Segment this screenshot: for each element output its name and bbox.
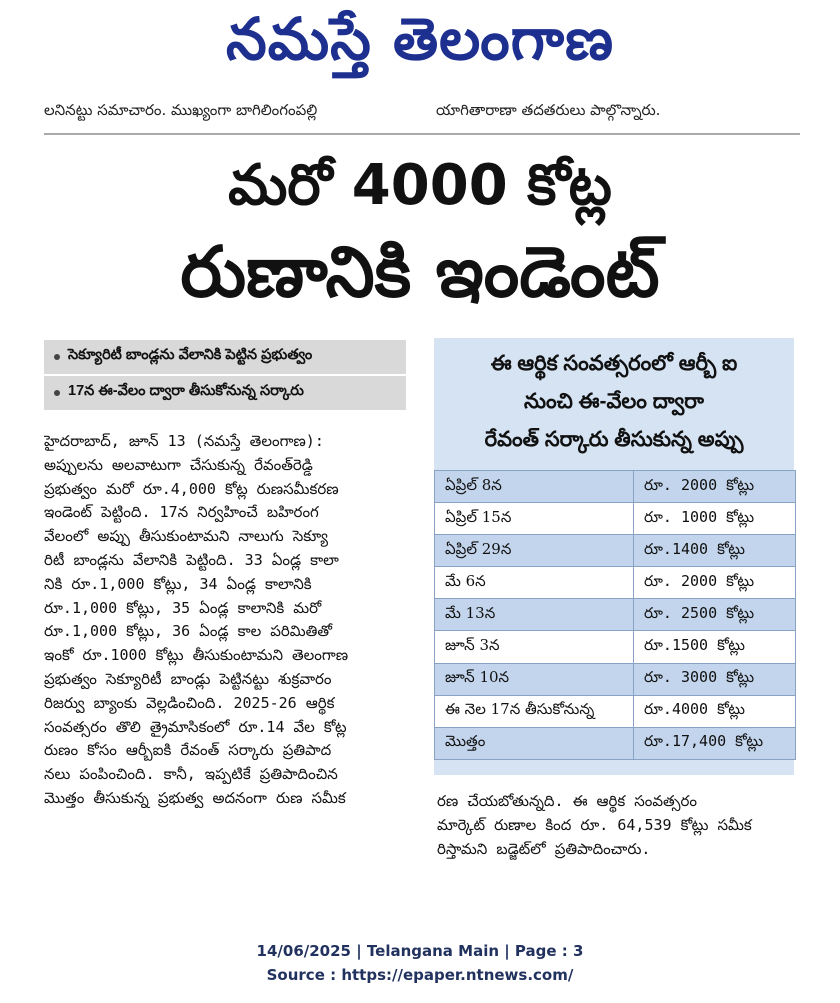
loan-box-title [434,338,794,466]
article-line: సంవత్సరం తొలి త్రైమాసికంలో రూ.14 వేల కోట్ల [44,717,347,736]
headline-line-1: మరో 4000 కోట్ల [228,153,612,218]
loan-date-cell: ఏప్రిల్ 8న [435,471,634,503]
highlight-item [44,374,406,410]
box-title-line: నుంచి ఈ-వేలం ద్వారా [524,390,704,413]
loan-amount-cell: రూ.1400 కోట్లు [634,535,796,567]
loan-total-label: మొత్తం [435,727,634,759]
article-line: మొత్తం తీసుకున్న ప్రభుత్వ అదనంగా రుణ సమీక [44,788,346,807]
strip-right-text: యాగితారాణా తదతరులు పాల్గొన్నారు. [436,101,661,119]
footer-source-link[interactable]: Source : https://epaper.ntnews.com/ [266,966,574,984]
masthead-title: నమస్తే తెలంగాణ [226,4,614,73]
article-line: నలు పంపించింది. కానీ, ఇప్పటికే ప్రతిపాదించిన [44,765,338,784]
article-line: హైదరాబాద్, జూన్ 13 (నమస్తే తెలంగాణ): [44,432,324,450]
table-row [435,663,796,695]
loan-date-cell: మే 13న [435,599,634,631]
box-title-line: రేవంత్ సర్కారు తీసుకున్న అప్పు [484,428,744,451]
bullet-dot-icon [54,390,60,396]
article-line: ప్రభుత్వం మరో రూ.4,000 కోట్ల రుణసమీకరణ [44,479,339,498]
loan-amount-cell: రూ. 2500 కోట్లు [634,599,796,631]
highlight-text: 17న ఈ-వేలం ద్వారా తీసుకోనున్న సర్కారు [68,383,304,399]
headline-line-2: రుణానికి ఇండెంట్ [180,231,660,313]
article-line: రుణం కోసం ఆర్బీఐకి రేవంత్ సర్కారు ప్రతిపాద [44,741,332,760]
loan-amount-cell: రూ. 1000 కోట్లు [634,503,796,535]
article-line: రూ.1,000 కోట్లు, 35 ఏండ్ల కాలానికి మరో [44,598,322,617]
article-line: రిటీ బాండ్లను వేలానికి పెట్టింది. 33 ఏండ్ల కాలా [44,550,339,569]
article-column-left [44,430,408,811]
loan-table [434,470,796,760]
article-line: ఇండెంట్ పెట్టింది. 17న నిర్వహించే బహిరంగ [44,503,319,522]
table-row [435,535,796,567]
loan-date-cell: మే 6న [435,567,634,599]
article-line: రిజర్వు బ్యాంకు వెల్లడించింది. 2025-26 ఆర్థిక [44,693,335,712]
loan-total-amount: రూ.17,400 కోట్లు [634,727,796,759]
article-line: రణ చేయబోతున్నది. ఈ ఆర్థిక సంవత్సరం [437,792,698,810]
loan-amount-cell: రూ.4000 కోట్లు [634,695,796,727]
article-line: ప్రభుత్వం సెక్యూరిటీ బాండ్లు పెట్టినట్టు శుక్రవారం [44,669,332,688]
article-line: రిస్తామని బడ్జెట్‌లో ప్రతిపాదించారు. [437,839,651,858]
article-column-right [437,790,797,861]
highlight-item [44,340,406,374]
loan-date-cell: ఈ నెల 17న తీసుకోనున్న [435,695,634,727]
article-line: అప్పులను అలవాటుగా చేసుకున్న రేవంత్‌రెడ్డి [44,455,313,474]
loan-date-cell: జూన్ 10న [435,663,634,695]
box-title-line: ఈ ఆర్థిక సంవత్సరంలో ఆర్బీ ఐ [490,352,738,375]
section-divider [44,133,800,135]
loan-date-cell: జూన్ 3న [435,631,634,663]
table-row [435,695,796,727]
table-row [435,599,796,631]
article-line: ఇంకో రూ.1000 కోట్లు తీసుకుంటామని తెలంగాణ [44,646,349,665]
loan-amount-cell: రూ. 2000 కోట్లు [634,471,796,503]
article-line: నికి రూ.1,000 కోట్లు, 34 ఏండ్ల కాలానికి [44,574,312,593]
table-row [435,503,796,535]
footer-edition-info: 14/06/2025 | Telangana Main | Page : 3 [256,942,584,960]
highlight-text: సెక్యూరిటీ బాండ్లను వేలానికి పెట్టిన ప్రభుత్వం [68,347,313,363]
table-row [435,631,796,663]
table-row [435,471,796,503]
newspaper-masthead [0,0,840,92]
loan-date-cell: ఏప్రిల్ 15న [435,503,634,535]
loan-date-cell: ఏప్రిల్ 29న [435,535,634,567]
bullet-dot-icon [54,354,60,360]
loan-amount-cell: రూ. 3000 కోట్లు [634,663,796,695]
table-row-total [435,727,796,759]
table-row [435,567,796,599]
strip-left-text: లనినట్టు సమాచారం. ముఖ్యంగా బాగిలింగంపల్లి [44,101,318,119]
loan-amount-cell: రూ.1500 కోట్లు [634,631,796,663]
article-line: మార్కెట్ రుణాల కింద రూ. 64,539 కోట్లు సమీక [437,815,752,834]
highlights-box [44,340,406,410]
article-line: రూ.1,000 కోట్లు, 36 ఏండ్ల కాల పరిమితితో [44,622,333,641]
article-line: వేలంలో అప్పు తీసుకుంటామని నాలుగు సెక్యూ [44,527,329,546]
loan-amount-cell: రూ. 2000 కోట్లు [634,567,796,599]
